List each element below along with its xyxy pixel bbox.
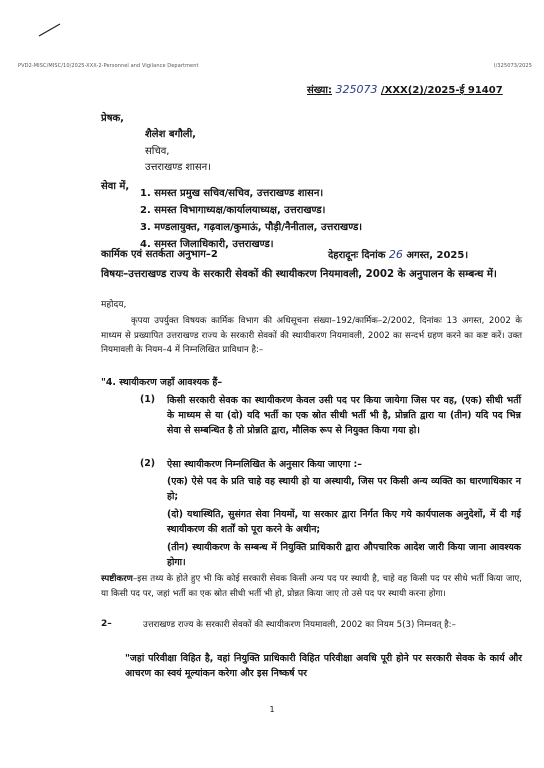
body-paragraph-2: उत्तराखण्ड राज्य के सरकारी सेवकों की स्थायीकरण नियमावली, 2002 का नियम 5(3) निम्नवत् है:– <box>143 620 456 630</box>
sender-name: शैलेश बगौली, <box>145 129 196 140</box>
paragraph-2-number: 2– <box>101 619 112 629</box>
date-prefix: देहरादूनः दिनांक <box>328 250 386 261</box>
sender-office: उत्तराखण्ड शासन। <box>145 162 212 173</box>
page-number: 1 <box>269 705 275 714</box>
rule-2-clause-1: (एक) ऐसे पद के प्रति चाहे वह स्थायी हो या अस्थायी, जिस पर किसी अन्य व्यक्ति का धारणाधिकार न हो; <box>167 476 521 502</box>
reference-suffix: /XXX(2)/2025-ई 91407 <box>380 85 503 96</box>
rule-2-clause-3: (तीन) स्थायीकरण के सम्बन्ध में नियुक्ति प्राधिकारी द्वारा औपचारिक आदेश जारी किया जाना आवश्यक होगा। <box>167 542 521 568</box>
recipient-item: 4. समस्त जिलाधिकारी, उत्तराखण्ड। <box>140 239 274 250</box>
date-line <box>328 248 468 262</box>
section-name: कार्मिक एवं सतर्कता अनुभाग–2 <box>101 249 218 260</box>
subject-text: उत्तराखण्ड राज्य के सरकारी सेवकों की स्थायीकरण नियमावली, 2002 के अनुपालन के सम्बन्ध में। <box>128 269 497 280</box>
rule-2-text: ऐसा स्थायीकरण निम्नलिखित के अनुसार किया जाएगा :– <box>167 459 362 470</box>
rule-5-3-quote: "जहां परिवीक्षा विहित है, वहां नियुक्ति प्राधिकारी विहित परिवीक्षा अवधि पूरी होने पर सरकारी सेवक के कार्य और आचरण का स्वयं मूल्यांकन करेगा और इस निष्कर्ष पर <box>125 653 522 679</box>
explanation-paragraph <box>101 572 522 601</box>
recipient-item: 2. समस्त विभागाध्यक्ष/कार्यालयाध्यक्ष, उत्तराखण्ड। <box>140 205 326 216</box>
rule-1-text: किसी सरकारी सेवक का स्थायीकरण केवल उसी पद पर किया जायेगा जिस पर वह, (एक) सीधी भर्ती के माध्यम से या (दो) यदि भर्ती का एक स्रोत सीधी भर्ती भी है, प्रोन्नति द्वारा या (तीन) यदि पद भिन्न सेवा से सम्बन्धित है तो प्रोन्नति द्वारा, मौलिक रूप से नियुक्त किया गया हो। <box>167 395 521 436</box>
file-reference-header: PVD2-MISC/MISC/10/2025-XXX-2-Personnel and Vigilance Department <box>18 63 199 69</box>
subject-label: विषयः– <box>101 269 129 280</box>
date-rest: अगस्त, 2025। <box>406 250 469 261</box>
rule-2-clause-2: (दो) यथास्थिति, सुसंगत सेवा नियमों, या सरकार द्वारा निर्गत किए गये कार्यपालक अनुदेशों, में दी गई स्थायीकरण की शर्तों को पूरा करने के अधीन; <box>167 509 521 535</box>
recipients-list <box>140 185 362 253</box>
recipient-item: 1. समस्त प्रमुख सचिव/सचिव, उत्तराखण्ड शासन। <box>140 188 324 199</box>
sender-designation: सचिव, <box>145 146 170 157</box>
body-paragraph-1: कृपया उपर्युक्त विषयक कार्मिक विभाग की अधिसूचना संख्या–192/कार्मिक–2/2002, दिनांकः 13 अगस्त, 2002 के माध्यम से प्रख्यापित उत्तराखण्ड राज्य के सरकारी सेवकों की स्थायीकरण नियमावली, 2002 का सन्दर्भ ग्रहण करने का कष्ट करें। उक्त नियमावली के नियम–4 में निम्नलिखित प्राविधान है:– <box>101 316 522 356</box>
explanation-text: –इस तथ्य के होते हुए भी कि कोई सरकारी सेवक किसी अन्य पद पर स्थायी है, चाहे वह किसी पद पर सीधे भर्ती किया जाए, या किसी पद पर, जहां भर्ती का एक स्रोत सीधी भर्ती भी हो, प्रोन्नत किया जाए तो उसे पद पर स्थायी करना होगा। <box>101 574 522 599</box>
reference-number: 325073 <box>335 83 378 96</box>
recipients-label: सेवा में, <box>101 181 130 192</box>
document-id-header: I/325073/2025 <box>494 63 532 69</box>
pen-stroke-mark <box>38 22 62 38</box>
date-day: 26 <box>388 248 403 261</box>
reference-number-line <box>307 82 503 96</box>
rule-2-number: (2) <box>140 458 156 469</box>
sender-label: प्रेषक, <box>101 113 124 124</box>
recipient-item: 3. मण्डलायुक्त, गढ़वाल/कुमाऊं, पौड़ी/नैनीताल, उत्तराखण्ड। <box>140 222 363 233</box>
rule-heading: "4. स्थायीकरण जहाँ आवश्यक हैं– <box>101 377 223 388</box>
salutation: महोदय, <box>101 300 127 310</box>
rule-1-number: (1) <box>140 394 156 405</box>
reference-label: संख्या: <box>307 85 332 96</box>
explanation-label: स्पष्टीकरण <box>101 574 133 584</box>
subject <box>101 267 521 282</box>
